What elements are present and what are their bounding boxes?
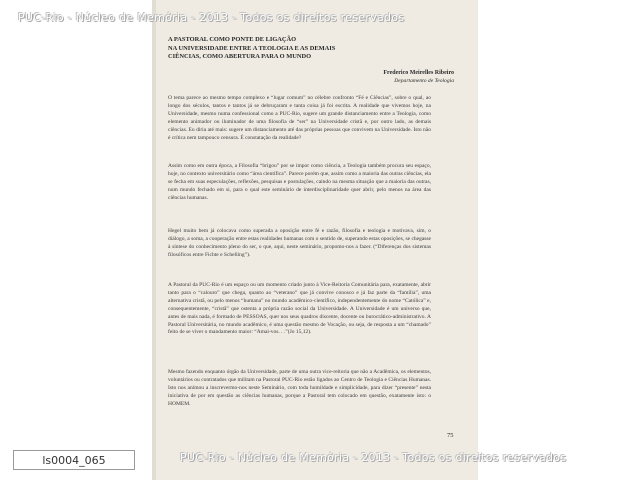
paragraph: O tema parece ao mesmo tempo complexo e “lugar comum” no célebre confronto “Fé e Ciências”, sobre o qual, ao longo dos séculos, tantos e tantos já se debruçaram e tanta coisa já foi escrita. A realidade que vivemos hoje, na Universidade, mesmo numa confessional como a PUC-Rio, sugere um grande distanciamento entre a Teologia, como elemento animador ou iluminador de uma filosofia de “ser” na Universidade cristã e, por outro lado, as demais ciências. Eu diria até mais: sugere um distanciamento até das próprias pessoas que convivem na Universidade. Isto não é crítica nem tampouco censura. É constatação da realidade? [168,95,431,141]
watermark-bottom: PUC-Rio - Núcleo de Memória - 2013 - Todos os direitos reservados [180,451,567,464]
article-title [168,36,438,62]
title-line: CIÊNCIAS, COMO ABERTURA PARA O MUNDO [168,53,312,61]
paragraph: Assim como em outra época, a Filosofia “brigou” por se impor como ciência, a Teologia também procura seu espaço, hoje, no contexto universitário como “área científica”. Parece porém que, assim como a maioria das outras ciências, ela se fecha em suas especulações, reflexões, pesquisas e postulações, caindo na mesma situação que a maioria das outras, num mundo fechado em si, para o qual este seminário de interdisciplinaridade quer abrir, pelo menos na área das ciências humanas. [168,163,431,201]
image-label: ls0004_065 [13,450,135,470]
title-line: A PASTORAL COMO PONTE DE LIGAÇÃO [168,36,297,43]
author-name: Frederico Meirelles Ribeiro [383,70,454,76]
paragraph: Mesmo fazendo enquanto órgão da Universidade, parte de uma outra vice-reitoria que não a Acadêmica, os elementos, voluntários ou contratados que militam na Pastoral PUC-Rio estão ligados ao Centro de Teologia e Ciências Humanas. Isto nos animou a inscrevermo-nos neste Seminário, com toda humildade e simplicidade, para dizer “presente” nesta iniciativa de por em questão as ciências humanas, porque a Pastoral tem colocado em questão, exatamente isto: o HOMEM. [168,369,431,407]
author-department: Departamento de Teologia [394,78,454,84]
page-number: 75 [447,432,454,439]
paragraph: A Pastoral da PUC-Rio é um espaço ou um momento criado junto à Vice-Reitoria Comunitária para, exatamente, abrir tanto para o “calouro” que chega, quanto ao “veterano” que já convive conosco e já faz parte da “família”, uma alternativa cristã, ou pelo menos “humana” no mundo acadêmico-científico, independentemente do nome “Católica” e, consequentemente, “cristã” que ostenta a própria razão social da Universidade. A Universidade é um universo que, antes de mais nada, é formado de PESSOAS, quer nos seus quadros discente, docente ou burocrático-administrativo. A Pastoral Universitária, no mundo acadêmico, é uma questão mesmo de Vocação, ou seja, de resposta a um “chamado” feito de se viver o mandamento maior: “Amai-vos. . .”(Jo 15,12). [168,282,431,336]
paragraph: Hegel muito bem já colocava como superada a oposição entre fé e razão, filosofia e teologia e motivava, sim, o diálogo, a soma, a cooperação entre estas realidades humanas com o sentido de, superando estas oposições, se chegasse à síntese do conhecimento pleno do ser, o que, aqui, neste seminário, propomo-nos a fazer. (“Diferenças dos sistemas filosóficos entre Fichte e Schelling”). [168,228,431,258]
title-line: NA UNIVERSIDADE ENTRE A TEOLOGIA E AS DEMAIS [168,44,336,52]
watermark-top: PUC-Rio - Núcleo de Memória - 2013 - Todos os direitos reservados [18,11,405,24]
